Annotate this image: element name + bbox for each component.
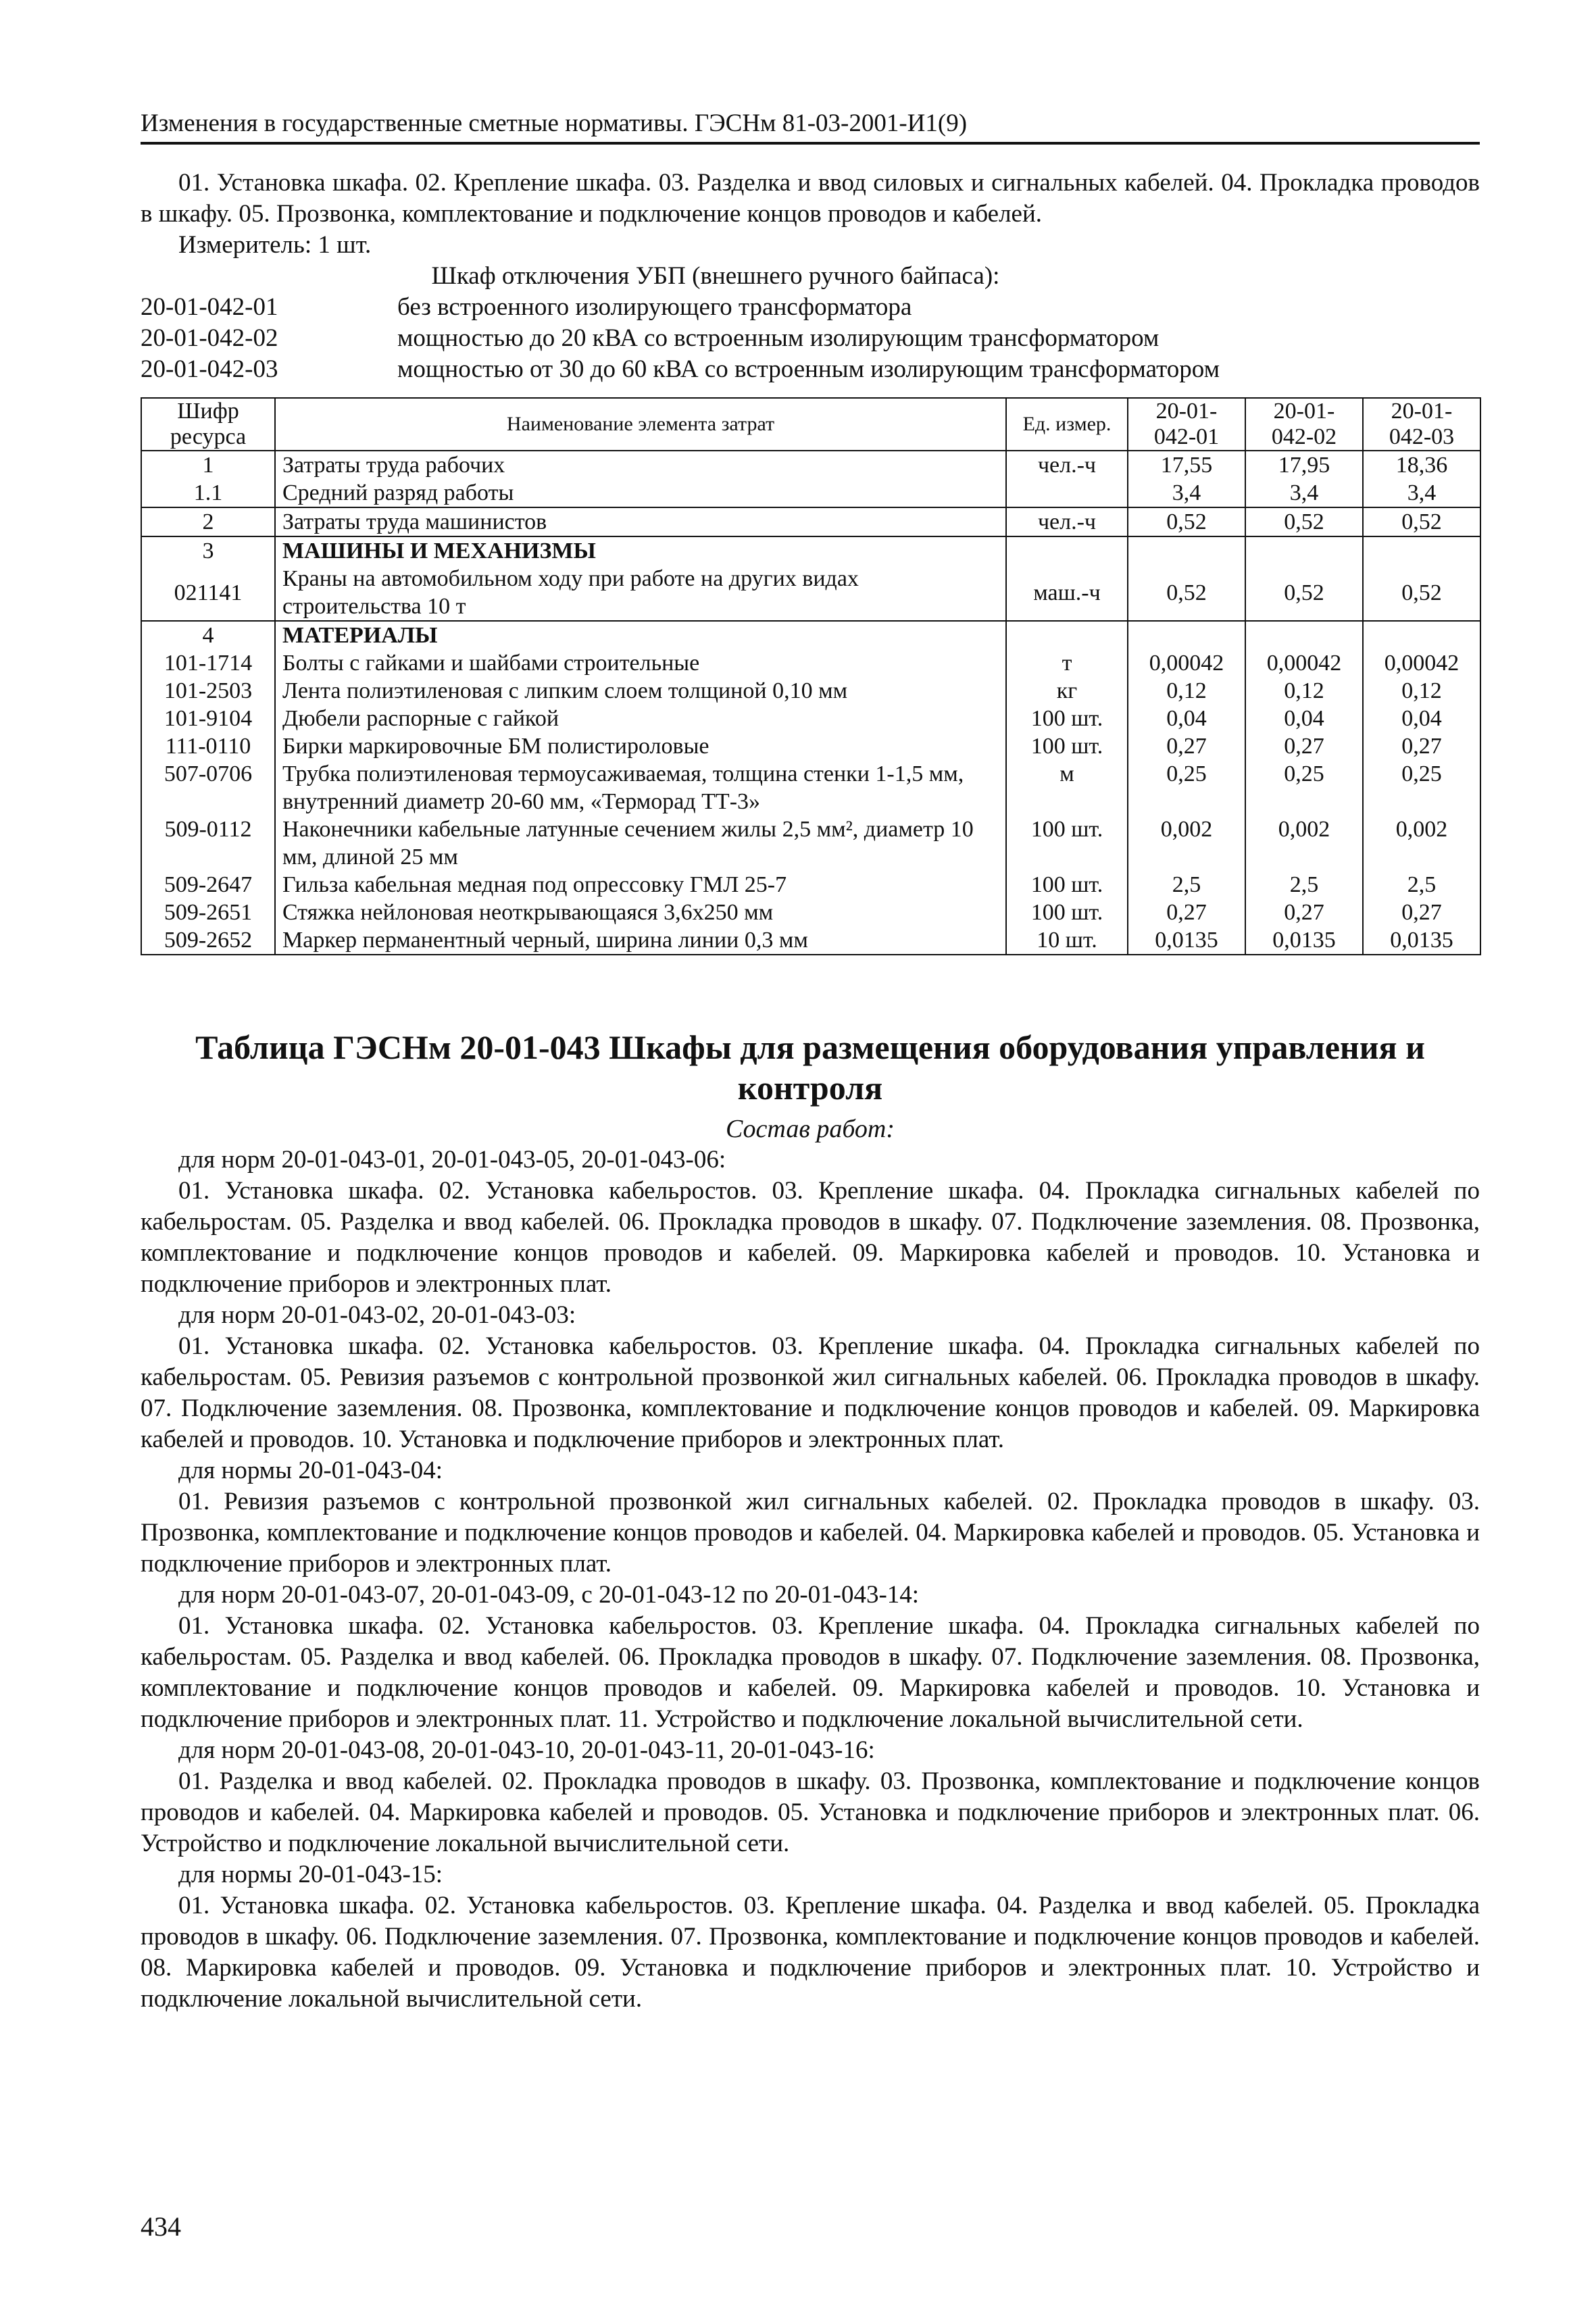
running-header: Изменения в государственные сметные нормативы. ГЭСНм 81-03-2001-И1(9): [141, 108, 1480, 145]
row-unit: чел.-ч: [1006, 507, 1128, 536]
row-code: 101-2503: [141, 677, 275, 705]
row-name: Трубка полиэтиленовая термоусаживаемая, толщина стенки 1-1,5 мм, внутренний диаметр 20-60 мм, «Терморад ТТ-3»: [275, 760, 1006, 815]
composition-title: Состав работ:: [725, 1115, 895, 1143]
row-name: Лента полиэтиленовая с липким слоем толщиной 0,10 мм: [275, 677, 1006, 705]
empty-cell: [1245, 536, 1363, 565]
table-section-row: [141, 536, 1480, 565]
row-value: 0,0135: [1245, 926, 1363, 955]
spec-text: без встроенного изолирующего трансформатора: [397, 293, 912, 321]
row-value: 0,00042: [1363, 649, 1480, 677]
intro-block: [141, 168, 1480, 385]
table-row: [141, 871, 1480, 899]
row-code: 507-0706: [141, 760, 275, 815]
group-text: 01. Установка шкафа. 02. Установка кабельростов. 03. Крепление шкафа. 04. Прокладка сигнальных кабелей по кабельростам. 05. Ревизия разъемов с контрольной прозвонкой жил сигнальных кабелей. 06. Прокладка проводов в шкафу. 07. Подключение заземления. 08. Прозвонка, комплектование и подключение концов проводов и кабелей. 09. Маркировка кабелей и проводов. 10. Установка и подключение приборов и электронных плат.: [141, 1332, 1480, 1453]
row-unit: 100 шт.: [1006, 815, 1128, 871]
row-value: 0,04: [1128, 705, 1245, 732]
table-section-row: [141, 621, 1480, 649]
row-value: 0,52: [1363, 565, 1480, 621]
row-code: 021141: [141, 565, 275, 621]
header-col3: 20-01-042-03: [1363, 398, 1480, 451]
row-value: 0,04: [1245, 705, 1363, 732]
intro-measure: Измеритель: 1 шт.: [178, 231, 372, 259]
row-value: 3,4: [1245, 479, 1363, 507]
page-number: 434: [141, 2211, 181, 2242]
row-value: 3,4: [1128, 479, 1245, 507]
spec-code: 20-01-042-01: [141, 293, 278, 321]
row-name: Бирки маркировочные БМ полистироловые: [275, 732, 1006, 760]
materials-body: [141, 649, 1480, 955]
row-value: 0,27: [1245, 732, 1363, 760]
row-code: 1: [141, 451, 275, 479]
section-code: 4: [141, 621, 275, 649]
table-row: [141, 899, 1480, 926]
row-code: 111-0110: [141, 732, 275, 760]
group-label: для норм 20-01-043-07, 20-01-043-09, с 20-01-043-12 по 20-01-043-14:: [178, 1581, 920, 1609]
header-col1: 20-01-042-01: [1128, 398, 1245, 451]
row-value: 0,25: [1128, 760, 1245, 815]
row-code: 101-1714: [141, 649, 275, 677]
row-value: 0,27: [1128, 899, 1245, 926]
group-label: для норм 20-01-043-01, 20-01-043-05, 20-01-043-06:: [178, 1146, 726, 1174]
row-name: Затраты труда машинистов: [275, 507, 1006, 536]
spec-code: 20-01-042-03: [141, 355, 278, 383]
empty-cell: [1245, 621, 1363, 649]
intro-group-title: Шкаф отключения УБП (внешнего ручного байпаса):: [431, 262, 1000, 290]
table-row: [141, 926, 1480, 955]
group-label: для нормы 20-01-043-04:: [178, 1457, 443, 1484]
row-value: 17,95: [1245, 451, 1363, 479]
spec-row: [141, 323, 1480, 354]
row-value: 0,52: [1128, 507, 1245, 536]
row-value: 0,00042: [1128, 649, 1245, 677]
row-value: 0,52: [1245, 507, 1363, 536]
row-value: 2,5: [1363, 871, 1480, 899]
empty-cell: [1128, 536, 1245, 565]
row-code: 101-9104: [141, 705, 275, 732]
section-title: МАШИНЫ И МЕХАНИЗМЫ: [275, 536, 1006, 565]
row-value: 0,12: [1363, 677, 1480, 705]
row-value: 0,27: [1363, 732, 1480, 760]
composition-groups: [141, 1145, 1480, 2015]
group-text: 01. Разделка и ввод кабелей. 02. Прокладка проводов в шкафу. 03. Прозвонка, комплектование и подключение концов проводов и кабелей. 04. Маркировка кабелей и проводов. 05. Установка и подключение приборов и электронных плат. 06. Устройство и подключение локальной вычислительной сети.: [141, 1767, 1480, 1857]
row-value: 17,55: [1128, 451, 1245, 479]
group-text: 01. Установка шкафа. 02. Установка кабельростов. 03. Крепление шкафа. 04. Прокладка сигнальных кабелей по кабельростам. 05. Разделка и ввод кабелей. 06. Прокладка проводов в шкафу. 07. Подключение заземления. 08. Прозвонка, комплектование и подключение концов проводов и кабелей. 09. Маркировка кабелей и проводов. 10. Установка и подключение приборов и электронных плат. 11. Устройство и подключение локальной вычислительной сети.: [141, 1612, 1480, 1733]
spec-row: [141, 354, 1480, 385]
row-value: 2,5: [1128, 871, 1245, 899]
table-row: [141, 507, 1480, 536]
row-name: Стяжка нейлоновая неоткрывающаяся 3,6х250 мм: [275, 899, 1006, 926]
row-value: 0,52: [1128, 565, 1245, 621]
row-value: 0,002: [1245, 815, 1363, 871]
header-col2: 20-01-042-02: [1245, 398, 1363, 451]
row-name: Маркер перманентный черный, ширина линии 0,3 мм: [275, 926, 1006, 955]
row-name: Наконечники кабельные латунные сечением жилы 2,5 мм², диаметр 10 мм, длиной 25 мм: [275, 815, 1006, 871]
row-value: 0,0135: [1128, 926, 1245, 955]
empty-cell: [1128, 621, 1245, 649]
group-text: 01. Ревизия разъемов с контрольной прозвонкой жил сигнальных кабелей. 02. Прокладка проводов в шкафу. 03. Прозвонка, комплектование и подключение концов проводов и кабелей. 04. Маркировка кабелей и проводов. 05. Установка и подключение приборов и электронных плат.: [141, 1488, 1480, 1578]
row-unit: [1006, 479, 1128, 507]
row-name: Гильза кабельная медная под опрессовку ГМЛ 25-7: [275, 871, 1006, 899]
group-text: 01. Установка шкафа. 02. Установка кабельростов. 03. Крепление шкафа. 04. Прокладка сигнальных кабелей по кабельростам. 05. Разделка и ввод кабелей. 06. Прокладка проводов в шкафу. 07. Подключение заземления. 08. Прозвонка, комплектование и подключение концов проводов и кабелей. 09. Маркировка кабелей и проводов. 10. Установка и подключение приборов и электронных плат.: [141, 1177, 1480, 1298]
row-unit: 100 шт.: [1006, 899, 1128, 926]
empty-cell: [1006, 621, 1128, 649]
spec-text: мощностью от 30 до 60 кВА со встроенным изолирующим трансформатором: [397, 355, 1220, 383]
row-value: 0,27: [1128, 732, 1245, 760]
row-code: 509-2651: [141, 899, 275, 926]
row-code: 1.1: [141, 479, 275, 507]
row-code: 509-2647: [141, 871, 275, 899]
row-value: 0,25: [1245, 760, 1363, 815]
empty-cell: [1363, 536, 1480, 565]
empty-cell: [1363, 621, 1480, 649]
row-unit: т: [1006, 649, 1128, 677]
group-text: 01. Установка шкафа. 02. Установка кабельростов. 03. Крепление шкафа. 04. Разделка и ввод кабелей. 05. Прокладка проводов в шкафу. 06. Подключение заземления. 07. Прозвонка, комплектование и подключение концов проводов и кабелей. 08. Маркировка кабелей и проводов. 09. Установка и подключение приборов и электронных плат. 10. Устройство и подключение локальной вычислительной сети.: [141, 1892, 1480, 2013]
row-unit: кг: [1006, 677, 1128, 705]
row-value: 0,04: [1363, 705, 1480, 732]
spec-code: 20-01-042-02: [141, 324, 278, 352]
row-value: 0,25: [1363, 760, 1480, 815]
row-unit: 100 шт.: [1006, 705, 1128, 732]
intro-works: 01. Установка шкафа. 02. Крепление шкафа. 03. Разделка и ввод силовых и сигнальных кабелей. 04. Прокладка проводов в шкафу. 05. Прозвонка, комплектование и подключение концов проводов и кабелей.: [141, 169, 1480, 228]
row-value: 3,4: [1363, 479, 1480, 507]
row-value: 0,12: [1245, 677, 1363, 705]
row-code: 2: [141, 507, 275, 536]
header-unit: Ед. измер.: [1006, 398, 1128, 451]
row-name: Затраты труда рабочих: [275, 451, 1006, 479]
group-label: для норм 20-01-043-08, 20-01-043-10, 20-01-043-11, 20-01-043-16:: [178, 1736, 875, 1764]
row-value: 0,0135: [1363, 926, 1480, 955]
row-unit: маш.-ч: [1006, 565, 1128, 621]
row-value: 0,002: [1363, 815, 1480, 871]
table-header-row: [141, 398, 1480, 451]
table-row: [141, 677, 1480, 705]
row-value: 0,002: [1128, 815, 1245, 871]
header-name: Наименование элемента затрат: [275, 398, 1006, 451]
table-row: [141, 649, 1480, 677]
section-code: 3: [141, 536, 275, 565]
resource-table: [141, 397, 1481, 955]
row-code: 509-2652: [141, 926, 275, 955]
row-value: 0,12: [1128, 677, 1245, 705]
group-label: для норм 20-01-043-02, 20-01-043-03:: [178, 1301, 576, 1329]
row-name: Краны на автомобильном ходу при работе на других видах строительства 10 т: [275, 565, 1006, 621]
header-code: Шифр ресурса: [141, 398, 275, 451]
table-row: [141, 732, 1480, 760]
row-unit: 10 шт.: [1006, 926, 1128, 955]
row-value: 0,52: [1245, 565, 1363, 621]
row-value: 0,27: [1245, 899, 1363, 926]
row-name: Болты с гайками и шайбами строительные: [275, 649, 1006, 677]
row-name: Дюбели распорные с гайкой: [275, 705, 1006, 732]
section-title: Таблица ГЭСНм 20-01-043 Шкафы для размещения оборудования управления и контроля: [195, 1028, 1425, 1107]
row-value: 18,36: [1363, 451, 1480, 479]
spec-row: [141, 292, 1480, 323]
row-unit: м: [1006, 760, 1128, 815]
row-unit: чел.-ч: [1006, 451, 1128, 479]
table-row: [141, 815, 1480, 871]
section-title: МАТЕРИАЛЫ: [275, 621, 1006, 649]
empty-cell: [1006, 536, 1128, 565]
row-value: 2,5: [1245, 871, 1363, 899]
spec-text: мощностью до 20 кВА со встроенным изолирующим трансформатором: [397, 324, 1159, 352]
row-value: 0,27: [1363, 899, 1480, 926]
row-name: Средний разряд работы: [275, 479, 1006, 507]
table-row: [141, 479, 1480, 507]
row-code: 509-0112: [141, 815, 275, 871]
row-value: 0,00042: [1245, 649, 1363, 677]
table-row: [141, 451, 1480, 479]
row-unit: 100 шт.: [1006, 871, 1128, 899]
table-row: [141, 705, 1480, 732]
table-row: [141, 760, 1480, 815]
row-value: 0,52: [1363, 507, 1480, 536]
group-label: для нормы 20-01-043-15:: [178, 1861, 443, 1888]
row-unit: 100 шт.: [1006, 732, 1128, 760]
table-row: [141, 565, 1480, 621]
